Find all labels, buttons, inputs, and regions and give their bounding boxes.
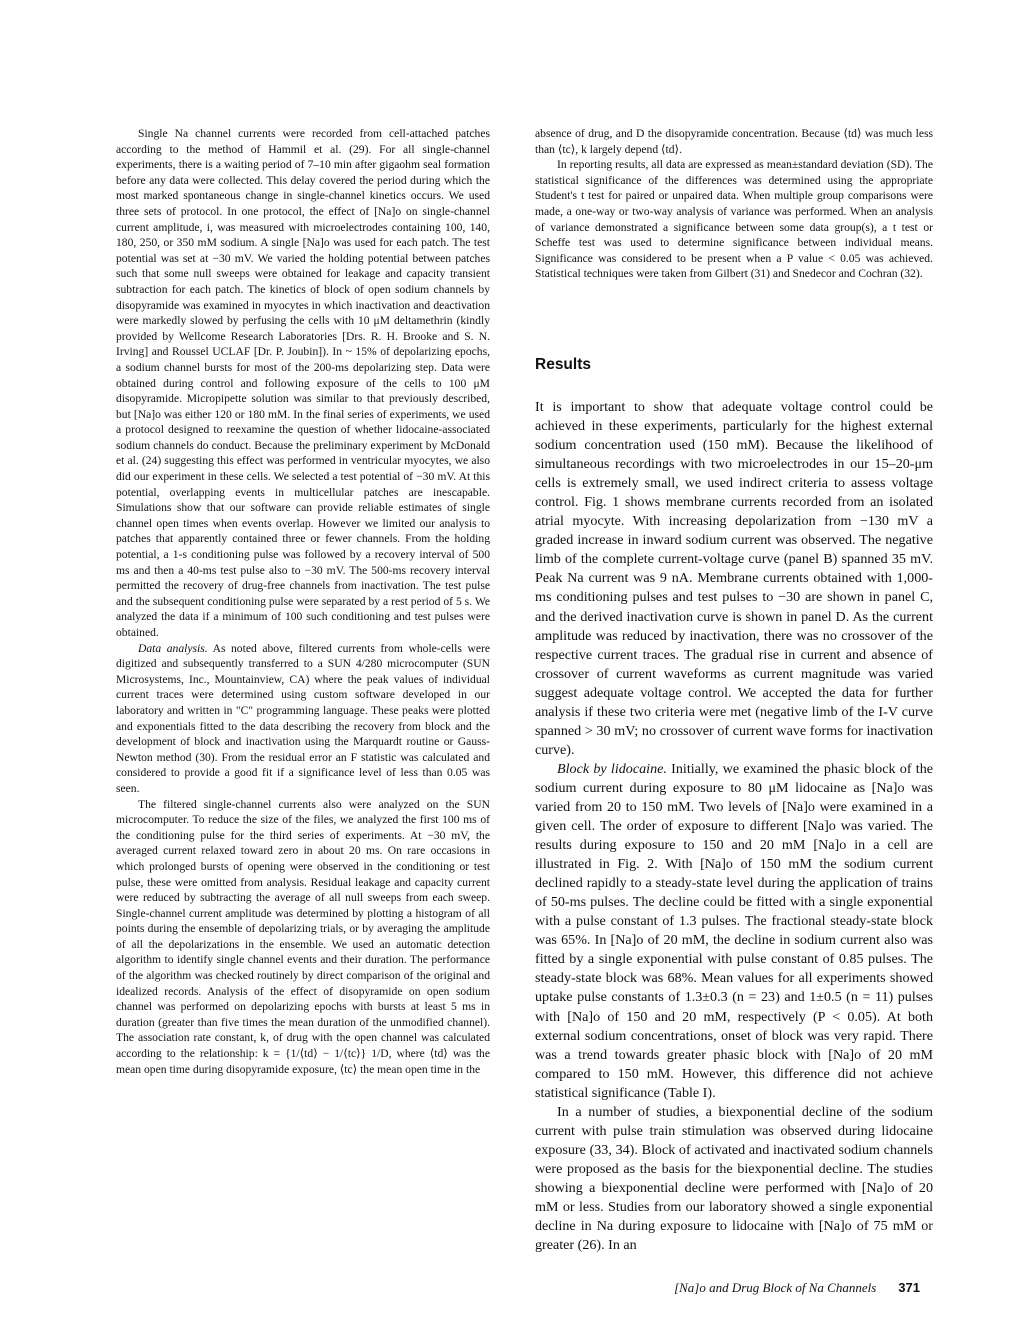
data-analysis-text: As noted above, filtered currents from whole-cells were digitized and subsequently transferred to a SUN 4/280 microcomputer (SUN Microsystems, Inc., Mountainview, CA) where the peak values of individual current traces were determined using custom software developed in our laboratory and written in "C" programming language. These peaks were plotted and exponentials fitted to the data describing the recovery from block and the development of block and inactivation using the Marquardt routine or Gauss-Newton method (30). From the residual error an F statistic was calculated and considered to provide a good fit if a significance level of less than 0.05 was seen.	[116, 641, 490, 795]
results-paragraph-lidocaine	[535, 760, 933, 1103]
methods-paragraph-protocols: Single Na channel currents were recorded from cell-attached patches according to the method of Hammil et al. (29). For all single-channel experiments, there is a waiting period of 7–10 min after gigaohm seal formation before any data were collected. This delay covered the period during which the most marked spontaneous change in single-channel kinetics occurs. We used three sets of protocol. In one protocol, the effect of [Na]o on single-channel current amplitude, i, was measured with microelectrodes containing 100, 140, 180, 250, or 350 mM sodium. A single [Na]o was used for each patch. The test potential was set at −30 mV. We varied the holding potential between patches such that some null sweeps were obtained for leakage and capacity transient subtraction for each patch. The kinetics of block of open sodium channels by disopyramide was examined in myocytes in which inactivation and deactivation were markedly slowed by perfusing the cells with 10 μM deltamethrin (kindly provided by Wellcome Research Laboratories [Drs. R. H. Brooke and S. N. Irving] and Roussel UCLAF [Dr. P. Joubin]). In ~ 15% of depolarizing epochs, a sodium channel bursts for most of the 200-ms depolarizing step. Data were obtained during control and following exposure of the cells to 100 μM disopyramide. Micropipette solution was similar to that previously described, but [Na]o was either 120 or 180 mM. In the final series of experiments, we used a protocol designed to reexamine the question of whether lidocaine-associated sodium channels do conduct. Because the preliminary experiment by McDonald et al. (24) suggesting this effect was performed in ventricular myocytes, we also did our experiment in these cells. We selected a test potential of −30 mV. At this potential, overlapping events in multicellular patches are inescapable. Simulations show that our software can provide reliable estimates of single channel open times when events overlap. However we limited our analysis to patches that apparently contained three or fewer channels. From the holding potential, a 1-s conditioning pulse was followed by a recovery interval of 500 ms and then a 40-ms test pulse also to −30 mV. The 500-ms recovery interval permitted the recovery of drug-free channels from inactivation. The test pulse and the subsequent conditioning pulse were separated by a rest period of 5 s. We analyzed the data if a minimum of 100 such conditioning and test pulses were obtained.	[116, 127, 490, 639]
right-column-top	[535, 126, 933, 282]
methods-paragraph-single-channel: The filtered single-channel currents also were analyzed on the SUN microcomputer. To reduce the size of the files, we analyzed the first 100 ms of the conditioning pulse for the third series of experiments. At −30 mV, the averaged current relaxed toward zero in about 20 ms. On rare occasions in which prolonged bursts of opening were observed in the conditioning or test pulse, these were omitted from analysis. Residual leakage and capacity current were reduced by subtracting the average of all null sweeps from each sweep. Single-channel current amplitude was determined by plotting a histogram of all points during the ensemble of depolarizing trials, or by averaging the amplitude of all the depolarizations in the ensemble. We used an automatic detection algorithm to identify single channel events and their duration. The performance of the algorithm was checked routinely by direct comparison of the original and idealized records. Analysis of the effect of disopyramide on open sodium channel was performed on depolarizing epochs with bursts at least 5 ms in duration (greater than five times the mean duration of the unmodified channel). The association rate constant, k, of drug with the open channel was calculated according to the relationship: k = {1/⟨td⟩ − 1/⟨tc⟩} 1/D, where ⟨td⟩ was the mean open time during disopyramide exposure, ⟨tc⟩ the mean open time in the	[116, 797, 490, 1076]
results-column	[535, 398, 933, 1255]
results-heading: Results	[535, 356, 591, 373]
left-column	[116, 126, 490, 1077]
results-paragraph-voltage-control: It is important to show that adequate voltage control could be achieved in these experiments, particularly for the highest external sodium concentration used (150 mM). Because the likelihood of simultaneous recordings with two microelectrodes in our 15–20-μm cells is extremely small, we used indirect criteria to assess voltage control. Fig. 1 shows membrane currents recorded from an isolated atrial myocyte. With increasing depolarization from −130 mV a graded increase in inward sodium current was observed. The negative limb of the complete current-voltage curve (panel B) spanned 35 mV. Peak Na current was 9 nA. Membrane currents obtained with 1,000-ms conditioning pulses and test pulses to −30 are shown in panel C, and the derived inactivation curve is shown in panel D. As the current amplitude was reduced by inactivation, there was no crossover of the respective current traces. The gradual rise in current and absence of crossover of current waveforms as current magnitude was varied suggest adequate voltage control. We accepted the data for further analysis if these two criteria were met (negative limb of the I-V curve spanned > 30 mV; no crossover of current wave forms for inactivation curve).	[535, 399, 933, 758]
results-paragraph-biexponential: In a number of studies, a biexponential decline of the sodium current with pulse train stimulation was observed during lidocaine exposure (33, 34). Block of activated and inactivated sodium channels were proposed as the basis for the biexponential decline. The studies showing a biexponential decline were performed with [Na]o of 20 mM or less. Studies from our laboratory showed a single exponential decline in Na during exposure to lidocaine with [Na]o of 75 mM or greater (26). In an	[535, 1103, 933, 1254]
block-by-lidocaine-runin-heading: Block by lidocaine.	[557, 760, 667, 777]
methods-paragraph-data-analysis	[116, 641, 490, 797]
block-by-lidocaine-text: Initially, we examined the phasic block of the sodium current during exposure to 80 μM lidocaine as [Na]o was varied from 20 to 150 mM. Two levels of [Na]o were examined in a given cell. The order of exposure to different [Na]o was varied. The results during exposure to 150 and 20 mM [Na]o in a cell are illustrated in Fig. 2. With [Na]o of 150 mM the sodium current declined rapidly to a steady-state level during the application of trains of 50-ms pulses. The decline could be fitted with a single exponential with a pulse constant of 1.3 pulses. The fractional steady-state block was 65%. In [Na]o of 20 mM, the decline in sodium current also was fitted by a single exponential with pulse constant of 0.85 pulses. The steady-state block was 68%. Mean values for all experiments showed uptake pulse constants of 1.3±0.3 (n = 23) and 1±0.5 (n = 11) pulses with [Na]o of 150 and 20 mM, respectively (P < 0.05). At both external sodium concentrations, onset of block was very rapid. There was a trend towards greater phasic block with [Na]o of 20 mM compared to 150 mM. However, this difference did not achieve statistical significance (Table I).	[535, 760, 933, 1101]
page-number: 371	[898, 1280, 920, 1295]
running-title: [Na]o and Drug Block of Na Channels	[674, 1280, 877, 1295]
data-analysis-runin-heading: Data analysis.	[138, 641, 208, 655]
methods-paragraph-continued: absence of drug, and D the disopyramide concentration. Because ⟨td⟩ was much less than ⟨tc⟩, k largely depend ⟨td⟩.	[535, 127, 933, 156]
page-footer	[600, 1280, 920, 1296]
methods-paragraph-statistics: In reporting results, all data are expressed as mean±standard deviation (SD). The statistical significance of the differences was determined using the appropriate Student's t test for paired or unpaired data. When multiple group comparisons were made, a one-way or two-way analysis of variance was performed. When an analysis of variance demonstrated a significance between some data group(s), a t test or Scheffe test was used to determine significance between individual means. Significance was considered to be present when a P value < 0.05 was achieved. Statistical techniques were taken from Gilbert (31) and Snedecor and Cochran (32).	[535, 158, 933, 281]
